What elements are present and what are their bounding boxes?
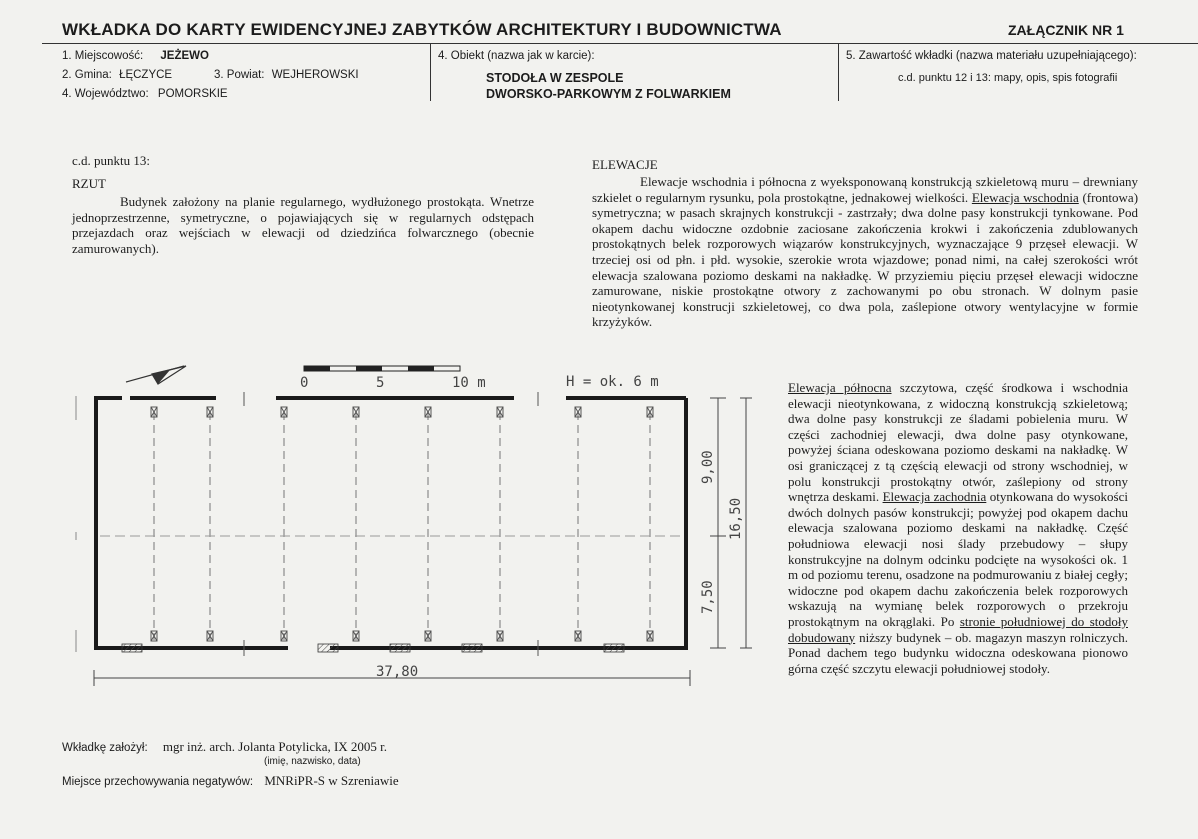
- author-value: mgr inż. arch. Jolanta Potylicka, IX 2005 r.: [162, 739, 388, 754]
- west-elevation-underlined: Elewacja zachodnia: [882, 489, 987, 505]
- author-hint: (imię, nazwisko, data): [264, 756, 361, 767]
- elevations-p1-start: Elewacje wschodnia i północna z wyeksponowaną konstrukcją szkieletową muru – drewniany szkielet o regularnym rysunku, pola prostokątne, jednakowej wielkości.: [592, 174, 1138, 205]
- dimension-lines: [94, 398, 752, 686]
- author-row: [62, 739, 387, 755]
- dim-width-total: 16,50: [728, 497, 744, 540]
- side-text-1: szczytowa, część środkowa i wschodnia elewacji nieotynkowana, z widoczną konstrukcją szkieletową; dwa dolne pasy konstrukcji ze śladami pobielenia muru. W części zachodniej elewacji, dwa dolne pasy otynkowane, powyżej ściana odeskowana poziomo deskami na nakładkę. W osi graniczącej z tą częścią elewacji od strony wschodniej, w polu konstrukcji prostokątny otwór, zaślepiony od strony wnętrza deskami.: [788, 380, 1128, 505]
- side-text-3: niższy budynek – ob. magazyn maszyn rolniczych. Ponad dachem tego budynku widoczna odeskowana pionowo górna część szczytu elewacji południowej stodoły.: [788, 629, 1128, 676]
- scale-label-0: 0: [300, 375, 309, 391]
- north-arrow-icon: [126, 366, 186, 384]
- locality-label: 1. Miejscowość:: [62, 50, 144, 62]
- county-value: WEJHEROWSKI: [271, 69, 359, 81]
- object-name-line1: STODOŁA W ZESPOLE: [486, 71, 624, 85]
- attachment-number: ZAŁĄCZNIK NR 1: [1008, 22, 1124, 38]
- object-label: 4. Obiekt (nazwa jak w karcie):: [438, 50, 595, 62]
- scale-label-10: 10 m: [452, 375, 486, 391]
- page-title: WKŁADKA DO KARTY EWIDENCYJNEJ ZABYTKÓW ARCHITEKTURY I BUDOWNICTWA: [62, 20, 782, 39]
- east-elevation-underlined: Elewacja wschodnia: [971, 189, 1079, 205]
- rzut-paragraph-text: Budynek założony na planie regularnego, wydłużonego prostokąta. Wnetrze jednoprzestrzenne, symetryczne, o pojawiających się w regularnych odstępach przejazdach oraz wejściach w elewacji od dziedzińca folwarcznego (obecnie zamurowanych).: [72, 194, 534, 256]
- south-side-underlined: stronie południowej do stodoły dobudowany: [788, 613, 1128, 645]
- storage-value: MNRiPR-S w Szreniawie: [264, 773, 399, 788]
- rzut-heading: RZUT: [72, 176, 106, 191]
- storage-label: Miejsce przechowywania negatywów:: [62, 776, 254, 788]
- content-value: c.d. punktu 12 i 13: mapy, opis, spis fotografii: [898, 72, 1118, 84]
- side-text-2: otynkowana do wysokości dwóch dolnych pasów konstrukcji; powyżej pod okapem dachu elewacja szalowana poziomo deskami na nakładkę. Część południowa elewacji nosi ślady przebudowy – słupy konstrukcyjne na dolnym odcinku podcięte na wysokości ok. 1 m od poziomu terenu, osadzone na podmurowaniu z białej cegły; widoczne pod okapem dachu zakończenia belek rozporowych wskazują na wymianę belek rozporowych o przekroju prostokątnym na okrąglaki. Po: [788, 489, 1129, 629]
- voivodeship-value: POMORSKIE: [157, 88, 228, 100]
- commune-label: 2. Gmina:: [62, 69, 112, 81]
- height-note: H = ok. 6 m: [566, 374, 659, 390]
- dim-total-length: 37,80: [376, 664, 419, 680]
- continuation-label: c.d. punktu 13:: [72, 153, 150, 168]
- post-lines: [154, 412, 650, 640]
- building-walls: [96, 398, 686, 648]
- dim-part-south: 7,50: [700, 580, 716, 614]
- elevations-heading: ELEWACJE: [592, 157, 658, 172]
- wall-openings: [244, 392, 538, 656]
- storage-row: [62, 773, 399, 789]
- scale-label-5: 5: [376, 375, 385, 391]
- north-elevation-underlined: Elewacja północna: [788, 380, 892, 395]
- voivodeship-label: 4. Województwo:: [62, 88, 149, 100]
- scale-bar: [304, 366, 460, 371]
- commune-value: ŁĘCZYCE: [119, 69, 173, 81]
- dim-part-north: 9,00: [700, 450, 716, 484]
- elevations-p1-end: (frontowa) symetryczna; w pasach skrajnych konstrukcji - zastrzały; dwa dolne pasy konstrukcji tynkowane. Pod okapem dachu widoczne ozdobnie zaciosane zakończenia krokwi i zakończenia zdublowanych prostokątnych belek rozporowych wiązarów konstrukcyjnych, wyznaczające 9 przęseł elewacji. W trzeciej osi od płn. i płd. wysokie, szerokie wrota wjazdowe; ponad nimi, na całej szerokości wrót elewacja szalowana poziomo deskami na nakładkę. W przyziemiu pięciu przęseł elewacji widoczne zamurowane, niskie prostokątne otwory z zachowanymi po obu stronach. W dolnym pasie nieotynkowanej konstrucji szkieletowej, co dwa pola, zaślepione otwory wentylacyjne w formie krzyżyków.: [592, 189, 1139, 330]
- locality-value: JEŻEWO: [160, 50, 209, 62]
- content-label: 5. Zawartość wkładki (nazwa materiału uzupełniającego):: [846, 50, 1137, 62]
- object-name-line2: DWORSKO-PARKOWYM Z FOLWARKIEM: [486, 87, 731, 101]
- author-label: Wkładkę założył:: [62, 742, 148, 754]
- county-label: 3. Powiat:: [214, 69, 265, 81]
